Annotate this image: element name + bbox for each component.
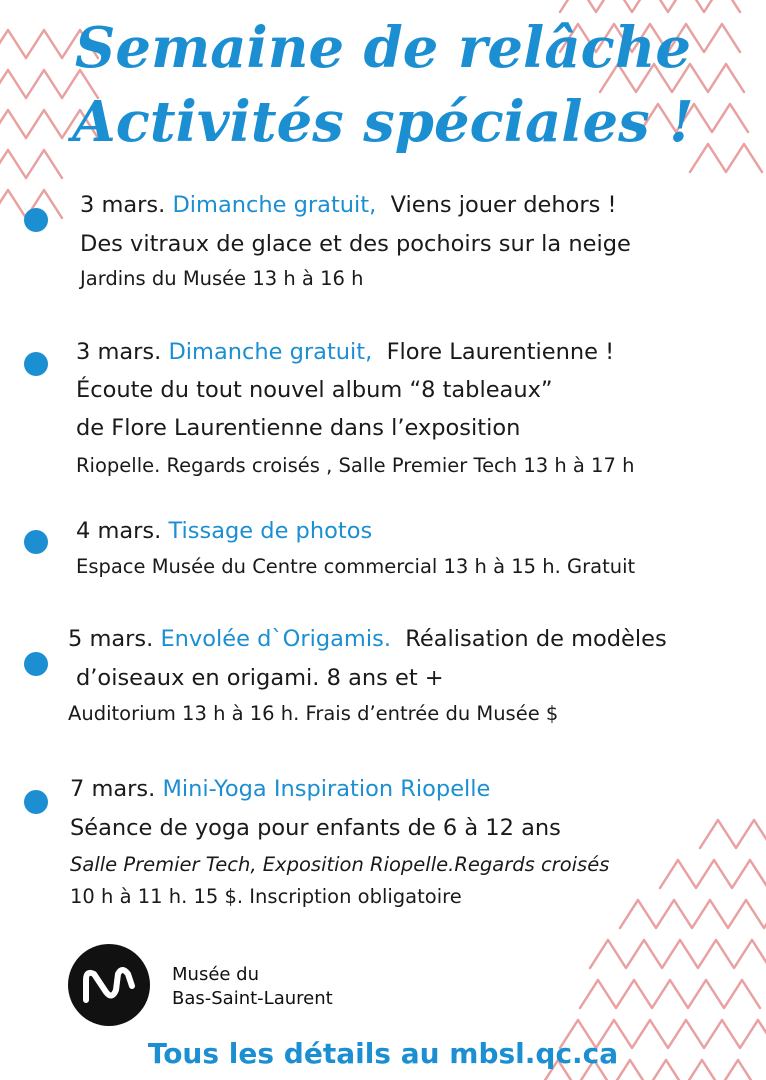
event-details: Riopelle. Regards croisés , Salle Premier Tech 13 h à 17 h xyxy=(76,454,635,477)
event-details: 10 h à 11 h. 15 $. Inscription obligatoire xyxy=(70,885,462,908)
bullet-icon xyxy=(24,352,48,376)
event-date: 3 mars. xyxy=(76,339,162,365)
event-date: 3 mars. xyxy=(80,192,166,218)
event-heading xyxy=(80,191,617,219)
event-tagline: Réalisation de modèles xyxy=(405,626,667,652)
event-description: Des vitraux de glace et des pochoirs sur la neige xyxy=(80,231,631,257)
event-name: Dimanche gratuit, xyxy=(172,192,377,218)
logo-text-line-1: Musée du xyxy=(172,964,260,985)
event-description: Écoute du tout nouvel album “8 tableaux” xyxy=(76,377,553,403)
event-description: d’oiseaux en origami. 8 ans et + xyxy=(76,665,444,691)
event-heading xyxy=(76,338,614,366)
event-details: Auditorium 13 h à 16 h. Frais d’entrée du Musée $ xyxy=(68,702,559,725)
event-heading xyxy=(68,625,667,653)
event-tagline: Flore Laurentienne ! xyxy=(386,339,615,365)
event-name: Mini-Yoga Inspiration Riopelle xyxy=(162,776,491,802)
bullet-icon xyxy=(24,790,48,814)
event-tagline: Viens jouer dehors ! xyxy=(390,192,617,218)
footer-website-text: Tous les détails au mbsl.qc.ca xyxy=(147,1037,619,1070)
event-name: Envolée d`Origamis. xyxy=(160,626,391,652)
bullet-icon xyxy=(24,652,48,676)
logo-text-line-2: Bas-Saint-Laurent xyxy=(172,988,333,1009)
title-line-2: Activités spéciales ! xyxy=(72,89,694,155)
museum-logo xyxy=(68,944,150,1026)
event-heading xyxy=(70,775,490,803)
event-description: Séance de yoga pour enfants de 6 à 12 ans xyxy=(70,815,561,841)
title-line-1: Semaine de relâche xyxy=(74,15,692,81)
event-date: 5 mars. xyxy=(68,626,154,652)
event-name: Dimanche gratuit, xyxy=(168,339,373,365)
event-name: Tissage de photos xyxy=(168,518,373,544)
event-details: Salle Premier Tech, Exposition Riopelle.Regards croisés xyxy=(70,853,610,876)
event-date: 7 mars. xyxy=(70,776,156,802)
event-details: Jardins du Musée 13 h à 16 h xyxy=(80,267,364,290)
event-details: Espace Musée du Centre commercial 13 h à 15 h. Gratuit xyxy=(76,555,636,578)
wave-logo-icon xyxy=(68,944,150,1026)
event-description: de Flore Laurentienne dans l’exposition xyxy=(76,415,521,441)
event-date: 4 mars. xyxy=(76,518,162,544)
event-heading xyxy=(76,517,372,545)
bullet-icon xyxy=(24,208,48,232)
bullet-icon xyxy=(24,530,48,554)
